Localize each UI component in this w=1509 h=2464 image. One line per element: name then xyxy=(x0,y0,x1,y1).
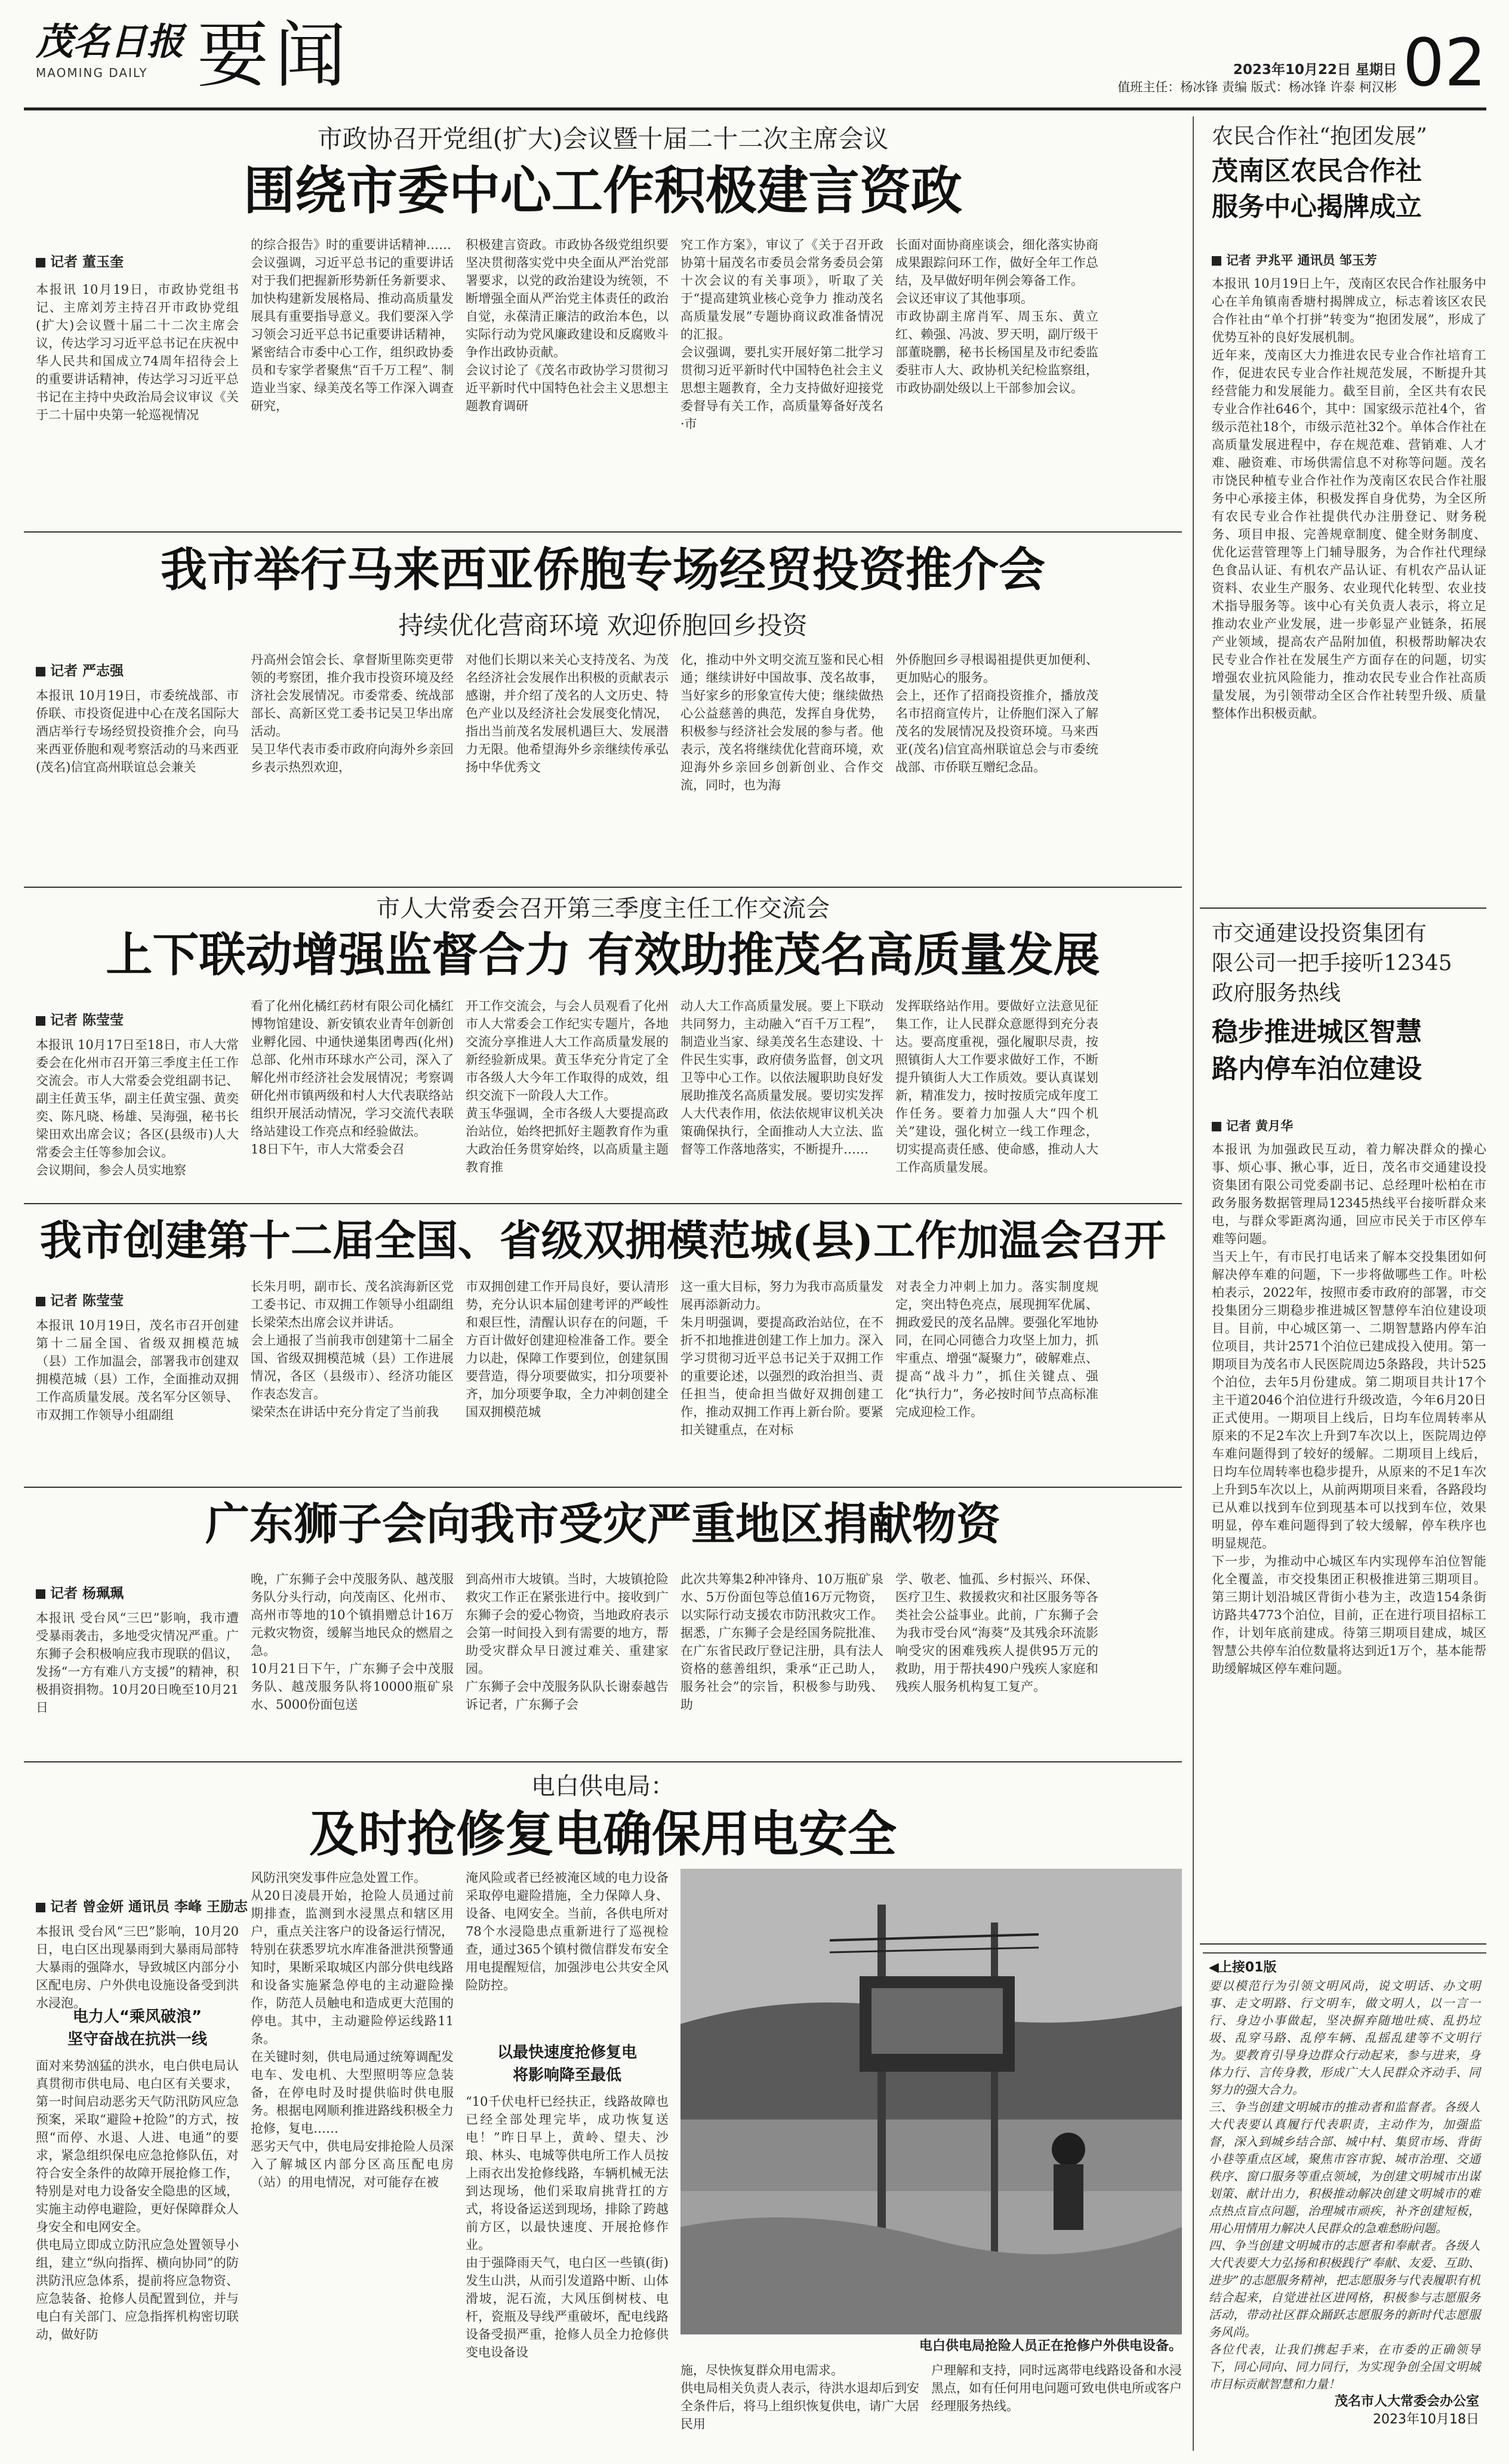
a6-subhead-2: 坚守奋战在抗洪一线 xyxy=(67,2031,207,2048)
masthead-logo xyxy=(36,18,191,90)
a2-byline xyxy=(36,660,124,679)
a4-byline-text: 记者 陈莹莹 xyxy=(50,1293,124,1309)
a5-col-1: 本报讯 受台风“三巴”影响，我市遭受暴雨袭击，多地受灾情况严重。广东狮子会积极响应我市现联的倡议，发扬“一方有难八方支援”的精神，积极捐资捐物。10月20日晚至10月21日 xyxy=(36,1611,239,1715)
byline-marker xyxy=(36,1903,45,1912)
s3-box xyxy=(1203,1952,1486,2448)
a3-col-4: 动人大工作高质量发展。要上下联动共同努力，主动融入“百千万工程”，制造业当家、绿美茂名生态建设、十件民生实事，政府债务监督，创文巩卫等中心工作。以依法履职助良好发展助推茂名高质量发展。要切实发挥人大代表作用，依法依规审议机关决策确保执行，全面推动人大立法、监督等工作落地落实，不断提升…… xyxy=(680,999,883,1156)
a2-subtitle: 持续优化营商环境 欢迎侨胞回乡投资 xyxy=(398,611,808,640)
byline-marker xyxy=(1212,1122,1221,1131)
a4-title: 我市创建第十二届全国、省级双拥模范城(县)工作加温会召开 xyxy=(39,1216,1166,1265)
a4-col-5: 对表全力冲刺上加力。落实制度规定，突出特色亮点，展现拥军优属、拥政爱民的茂名品牌。要强化军地协同，在同心同德合力攻坚上加力，抓牢重点、增强“凝聚力”，破解难点、提高“战斗力”，抓住关键点、强化“执行力”，务必按时间节点高标准完成迎检工作。 xyxy=(895,1279,1098,1419)
a2-rule xyxy=(24,887,1182,888)
a4-col-4: 这一重大目标，努力为我市高质量发展再添新动力。 朱月明强调，要提高政治站位，在不折不扣地推进创建工作上加力。深入学习贯彻习近平总书记关于双拥工作的重要论述，以强烈的政治担当、责任担当，使命担当做好双拥创建工作，推动双拥工作再上新台阶。要紧扣关键重点，在对标 xyxy=(680,1279,883,1437)
byline-marker xyxy=(36,258,45,267)
a6-subhead-3: 以最快速度抢修复电 xyxy=(497,2044,637,2062)
s1-rule xyxy=(1200,908,1486,909)
a1-col-1: 本报讯 10月19日，市政协党组书记、主席刘芳主持召开市政协党组(扩大)会议暨十届二十二次主席会议，传达学习习近平总书记在庆祝中华人民共和国成立74周年招待会上的重要讲话精神，传达学习习近平总书记在主持中央政治局会议审议《关于二十届中央第一轮巡视情况 xyxy=(36,282,239,422)
a5-rule xyxy=(24,1761,1182,1762)
a4-byline xyxy=(36,1290,124,1309)
logo-text: 茂名日报 xyxy=(36,20,184,63)
s1-kicker: 农民合作社“抱团发展” xyxy=(1212,124,1427,149)
a5-col-3: 到高州市大坡镇。当时，大坡镇抢险救灾工作正在紧张进行中。接收到广东狮子会的爱心物资，当地政府表示会第一时间投入到有需要的地方，帮助受灾群众早日渡过难关、重建家园。 广东狮子会中茂服务队队长谢泰越告诉记者，广东狮子会 xyxy=(466,1572,669,1712)
s2-title-1: 稳步推进城区智慧 xyxy=(1212,1017,1422,1047)
a3-title: 上下联动增强监督合力 有效助推茂名高质量发展 xyxy=(106,928,1100,982)
a6-photo xyxy=(680,1869,1182,2334)
a5-byline-text: 记者 杨珮珮 xyxy=(50,1586,124,1601)
a4-col-2: 长朱月明，副市长、茂名滨海新区党工委书记、市双拥工作领导小组副组长梁荣杰出席会议并讲话。 会上通报了当前我市创建第十二届全国、省级双拥模范城（县）工作进展情况，各区（县级市）、经济功能区作表态发言。 梁荣杰在讲话中充分肯定了当前我 xyxy=(251,1279,454,1419)
a3-byline-text: 记者 陈莹莹 xyxy=(50,1013,124,1028)
a6-col4: 施，尽快恢复群众用电需求。 供电局相关负责人表示，待洪水退却后到安全条件后，将马上组织恢复供电，请广大居民用 xyxy=(680,2363,919,2431)
a2-col-2: 丹高州会馆会长、拿督斯里陈奕更带领的考察团，推介我市投资环境及经济社会发展情况。市委常委、统战部部长、高新区党工委书记吴卫华出席活动。 吴卫华代表市委市政府向海外乡亲回乡表示热烈欢迎， xyxy=(251,653,454,774)
a6-col2: 风防汛突发事件应急处置工作。 从20日凌晨开始，抢险人员通过前期排查，监测到水浸黑点和辖区用户，重点关注客户的设备运行情况，特别在获悉罗坑水库准备泄洪预警通知时，果断采取城区内部分供电线路和设备实施紧急停电的主动避险操作，防范人员触电和造成更大范围的停电。其中，主动避险停运线路11条。 在关键时刻，供电局通过统筹调配发电车、发电机、大型照明等应急装备，在停电时及时提供临时供电服务。根据电网顺利推进路线积极全力抢修，复电…… 恶劣天气中，供电局安排抢险人员深入了解城区内部分区高压配电房（站）的用电情况，对可能存在被 xyxy=(251,1871,454,2189)
s1-title-2: 服务中心揭牌成立 xyxy=(1212,192,1422,222)
a2-col-5: 外侨胞回乡寻根谒祖提供更加便利、更加贴心的服务。 会上，还作了招商投资推介，播放茂名市招商宣传片，让侨胞们深入了解茂名的发展情况及投资环境。马来西亚(茂名)信宜高州联谊总会与市委统战部、市侨联互赠纪念品。 xyxy=(895,653,1098,774)
photo-illustration xyxy=(680,1869,1182,2334)
s2-kicker-3: 政府服务热线 xyxy=(1212,981,1341,1005)
page-number: 02 xyxy=(1403,24,1486,101)
a3-col-3: 开工作交流会，与会人员观看了化州市人大常委会工作纪实专题片，各地交流分享推进人大工作高质量发展的新经验新成果。黄玉华充分肯定了全市各级人大今年工作取得的成效，组织交流下一阶段人大工作。 黄玉华强调，全市各级人大要提高政治站位，始终把抓好主题教育作为重大政治任务贯穿始终，以高质量主题教育推 xyxy=(466,999,669,1174)
byline-marker xyxy=(36,1589,45,1599)
a1-col-4: 究工作方案》，审议了《关于召开政协第十届茂名市委员会常务委员会第十次会议的有关事项》，听取了关于“提高建筑业核心竞争力 推动茂名高质量发展”专题协商议政准备情况的汇报。 会议强调，要扎实开展好第二批学习贯彻习近平新时代中国特色社会主义思想主题教育，全力支持做好迎接党委督导有关工作，高质量筹备好茂名·市 xyxy=(680,238,883,431)
a3-byline xyxy=(36,1009,124,1029)
a1-col-5: 长面对面协商座谈会，细化落实协商成果跟踪问环工作，做好全年工作总结，及早做好明年例会筹备工作。 会议还审议了其他事项。 市政协副主席肖军、周玉东、黄立红、赖强、冯波、罗天明，副厅级干部董晓鹏，秘书长杨国星及市纪委监委驻市人大、政协机关纪检监察组，市政协副处级以上干部参加会议。 xyxy=(895,238,1098,395)
a4-col-1: 本报讯 10月19日，茂名市召开创建第十二届全国、省级双拥模范城（县）工作加温会，部署我市创建双拥模范城（县）工作，全面推动双拥工作高质量发展。茂名军分区领导、市双拥工作领导小组副组 xyxy=(36,1318,239,1422)
a3-col-1: 本报讯 10月17日至18日，市人大常委会在化州市召开第三季度主任工作交流会。市人大常委会党组副书记、副主任黄玉华，副主任黄宝强、黄奕奕、陈凡晓、杨雄、吴海强，秘书长梁田欢出席会议；各区(县级市)人大常委会主任等参加会议。 会议期间，参会人员实地察 xyxy=(36,1038,239,1177)
a3-col-5: 发挥联络站作用。要做好立法意见征集工作，让人民群众意愿得到充分表达。要高度重视，强化履职尽责，按照镇街人大工作要求做好工作，不断提升镇街人大工作质效。要认真谋划新，精准发力，按时按质完成年度工作任务。要着力加强人大“四个机关”建设，强化树立一线工作理念，切实提高责任感、使命感，推动人大工作高质量发展。 xyxy=(895,999,1098,1174)
a2-byline-text: 记者 严志强 xyxy=(50,663,124,679)
a1-byline-text: 记者 董玉奎 xyxy=(50,254,124,270)
byline-marker xyxy=(1212,256,1221,266)
s2-kicker-1: 市交通建设投资集团有 xyxy=(1212,921,1427,946)
editor-line: 值班主任：杨冰锋 责编 版式：杨冰锋 许泰 柯汉彬 xyxy=(1117,80,1397,94)
a6-byline-text: 记者 曾金妍 通讯员 李峰 王励志 xyxy=(50,1899,248,1915)
a1-col-2: 的综合报告》时的重要讲话精神…… 会议强调，习近平总书记的重要讲话对于我们把握新形势新任务新要求、加快构建新发展格局、推动高质量发展具有重要指导意义。我们要深入学习领会习近平总书记重要讲话精神，紧密结合市委中心工作，组织政协委员和专家学者聚焦“百千万工程”、制造业当家、绿美茂名等工作深入调查研究， xyxy=(251,238,454,413)
a6-col3a: 淹风险或者已经被淹区域的电力设备采取停电避险措施，全力保障人身、设备、电网安全。当前，各供电所对78个水浸隐患点重新进行了巡视检查，通过365个镇村微信群发布安全用电提醒短信，加强涉电公共安全风险防控。 xyxy=(466,1871,669,1992)
a5-byline xyxy=(36,1582,124,1602)
s2-title-2: 路内停车泊位建设 xyxy=(1212,1054,1422,1084)
byline-marker xyxy=(36,1016,45,1026)
a1-kicker: 市政协召开党组(扩大)会议暨十届二十二次主席会议 xyxy=(317,124,889,153)
a1-rule xyxy=(24,531,1182,533)
s2-byline xyxy=(1212,1116,1293,1134)
a4-col-3: 市双拥创建工作开局良好，要认清形势，充分认识本届创建考评的严峻性和艰巨性，清醒认识存在的问题，千方百计做好创建迎检准备工作。要全力以赴，保障工作要到位，创建氛围要营造，得分项要做实，扣分项要补齐，加分项要争取，全力冲刺创建全国双拥模范城 xyxy=(466,1279,669,1419)
s2-byline-text: 记者 黄月华 xyxy=(1226,1119,1294,1133)
a6-col1a: 本报讯 受台风“三巴”影响，10月20日，电白区出现暴雨到大暴雨局部特大暴雨的强降水，导致城区内部分小区配电房、户外供电设施设备受到洪水浸泡。 xyxy=(36,1924,239,2010)
s1-body: 本报讯 10月19日上午，茂南区农民合作社服务中心在羊角镇南香塘村揭牌成立，标志着该区农民合作社由“单个打拼”转变为“抱团发展”，形成了优势互补的良好发展机制。 近年来，茂南区大力推进农民专业合作社培育工作，促进农民专业合作社规范发展，不断提升其经营能力和发展能力。截至目前，全区共有农民专业合作社646个，其中：国家级示范社4个，省级示范社18个，市级示范社32个。单体合作社在高质量发展进程中，存在规范难、营销难、人才难、融资难、市场供需信息不对称等问题。茂名市饶民种植专业合作社作为茂南区农民合作社服务中心承接主体，积极发挥自身优势，为全区所有农民专业合作社提供代办注册登记、财务税务、项目申报、完善规章制度、健全财务制度、优化运营管理等上门辅导服务，为合作社代理绿色食品认证、有机农产品认证、有机农产品认证资料、农业生产服务、农业现代化转型、农业技术指导服务等。该中心有关负责人表示，将立足推动农业产业发展，进一步彰显产业链条，拓展产业领域，提高农产品附加值，积极帮助解决农民专业合作社在发展生产方面存在的问题，切实增强农业抗风险能力，推动农民专业合作社高质量发展，为引领带动全区合作社转型升级、质量整体作出积极贡献。 xyxy=(1212,276,1486,721)
s2-rule xyxy=(1200,1943,1486,1945)
a6-subhead-4: 将影响降至最低 xyxy=(512,2066,621,2084)
a2-col-4: 化，推动中外文明交流互鉴和民心相通；继续讲好中国故事、茂名故事，当好家乡的形象宣传大使；继续做热心公益慈善的典范，发挥自身优势，积极参与经济社会发展的参与者。他表示，茂名将继续优化营商环境，欢迎海外乡亲回乡创新创业、合作交流，同时，也为海 xyxy=(680,653,883,792)
a2-col-3: 对他们长期以来关心支持茂名、为茂名经济社会发展作出积极的贡献表示感谢，并介绍了茂名的人文历史、特色产业以及经济社会发展变化情况，指出当前茂名发展机遇巨大、发展潜力无限。他希望海外乡亲继续传承弘扬中华优秀文 xyxy=(466,653,669,774)
a3-rule xyxy=(24,1203,1182,1204)
a3-col-2: 看了化州化橘红药材有限公司化橘红博物馆建设、新安镇农业青年创新创业孵化园、中通快递集团粤西(化州)总部、化州市环球水产公司，深入了解化州市经济社会发展情况；考察调研化州市镇两级和村人大代表联络站组织开展活动情况，学习交流代表联络站建设工作亮点和经验做法。 18日下午，市人大常委会召 xyxy=(251,999,454,1156)
s1-byline-text: 记者 尹兆平 通讯员 邹玉芳 xyxy=(1226,253,1377,267)
s2-kicker-2: 限公司一把手接听12345 xyxy=(1212,951,1452,976)
section-title: 要闻 xyxy=(197,14,352,97)
a5-col-4: 此次共筹集2种冲锋舟、10万瓶矿泉水、5万份面包等总值16万元物资，以实际行动支援农市防汛救灾工作。据悉，广东狮子会是经国务院批准、在广东省民政厅登记注册，具有法人资格的慈善组织，秉承“正己助人，服务社会”的宗旨，积极参与助残、助 xyxy=(680,1572,883,1712)
byline-marker xyxy=(36,1297,45,1306)
byline-marker xyxy=(36,667,45,676)
a6-title: 及时抢修复电确保用电安全 xyxy=(309,1805,897,1863)
s1-byline xyxy=(1212,251,1377,269)
s2-body: 本报讯 为加强政民互动，着力解决群众的操心事、烦心事、揪心事，近日，茂名市交通建设投资集团有限公司党委副书记、总经理叶松柏在市政务服务数据管理局12345热线平台接听群众来电，与群众零距离沟通，回应市民关于市区停车难等问题。 当天上午，有市民打电话来了解本交投集团如何解决停车难的问题，下一步将做哪些工作。叶松柏表示，2022年，按照市委市政府的部署，市交投集团分三期稳步推进城区智慧停车泊位建设项目。目前，中心城区第一、二期智慧路内停车泊位项目，共计2571个泊位已建成投入使用。第一期项目为茂名市人民医院周边5条路段，共计525个泊位，去年5月份建成。第二期项目共计17个主干道2046个泊位进行升级改造，今年6月20日正式使用。一期项目上线后，日均车位周转率从原来的不足2车次上升到7车次以上，医院周边停车难问题得到了较好的缓解。二期项目上线后，日均车位周转率也稳步提升，从原来的不足1车次上升到5车次以上，从前两期项目来看，各路段均已从难以找到车位到现基本可以找到车位，效果明显，停车难问题得到了较大缓解，停车秩序也明显规范。 下一步，为推动中心城区车内实现停车泊位智能化全覆盖，市交投集团正积极推进第三期项目。第三期计划沿城区背街小巷为主，改造154条街访路共4773个泊位，目前，正在进行项目招标工作，计划年底前建成。待第三期项目建成，城区智慧公共停车泊位数量将达到近1万个，基本能帮助缓解城区停车难问题。 xyxy=(1212,1142,1486,1676)
a6-kicker: 电白供电局： xyxy=(531,1773,675,1800)
s3-lead: ◀上接01版 xyxy=(1209,1960,1277,1975)
s3-sign: 茂名市人大常委会办公室 xyxy=(1334,2394,1479,2409)
column-divider xyxy=(1193,116,1194,2451)
a5-title: 广东狮子会向我市受灾严重地区捐献物资 xyxy=(205,1499,1000,1550)
a5-col-2: 晚，广东狮子会中茂服务队、越茂服务队分头行动，向茂南区、化州市、高州市等地的10个镇捐赠总计16万元救灾物资，缓解当地民众的燃眉之急。 10月21日下午，广东狮子会中茂服务队、越茂服务队将10000瓶矿泉水、5000份面包送 xyxy=(251,1572,454,1712)
date-line: 2023年10月22日 星期日 xyxy=(1233,62,1397,78)
logo-en: MAOMING DAILY xyxy=(36,66,148,80)
a6-subhead-1: 电力人“乘风破浪” xyxy=(72,2008,202,2026)
a3-kicker: 市人大常委会召开第三季度主任工作交流会 xyxy=(376,895,830,922)
a2-title: 我市举行马来西亚侨胞专场经贸投资推介会 xyxy=(160,543,1045,597)
s3-body: 要以模范行为引领文明风尚，说文明话、办文明事、走文明路、行文明车，做文明人，以一言一行、身边小事做起，坚决摒弃随地吐痰、乱扔垃圾、乱穿马路、乱停车辆、乱摇乱建等不文明行为。要教育引导身边群众行动起来，参与进来，身体力行、言传身教，形成广大人民群众齐动手、同努力的强大合力。 三、争当创建文明城市的推动者和监督者。各级人大代表要认真履行代表职责，主动作为，加强监督，深入到城乡结合部、城中村、集贸市场、背街小巷等重点区域，聚焦市容市貌、城市治理、交通秩序、窗口服务等重点领域，为创建文明城市出谋划策、献计出力，积极推动解决创建文明城市的难点热点盲点问题，治理城市顽疾，补齐创建短板，用心用情用力解决人民群众的急难愁盼问题。 四、争当创建文明城市的志愿者和奉献者。各级人大代表要大力弘扬和积极践行“奉献、友爱、互助、进步”的志愿服务精神，把志愿服务与代表履职有机结合起来，自觉进社区进网格，积极参与志愿服务活动，带动社区群众踊跃志愿服务的新时代志愿服务风尚。 各位代表，让我们携起手来，在市委的正确领导下，同心同向、同力同行，为实现争创全国文明城市目标贡献智慧和力量！ xyxy=(1209,1979,1480,2391)
a1-title: 围绕市委中心工作积极建言资政 xyxy=(244,161,962,221)
a6-byline xyxy=(36,1896,248,1915)
s3-sign-date: 2023年10月18日 xyxy=(1373,2412,1479,2427)
a6-col5: 户理解和支持，同时远离带电线路设备和水浸黑点，如有任何用电问题可致电供电所或客户经理服务热线。 xyxy=(931,2363,1182,2413)
a2-col-1: 本报讯 10月19日，市委统战部、市侨联、市投资促进中心在茂名国际大酒店举行专场经贸投资推介会，向马来西亚侨胞和观考察活动的马来西亚(茂名)信宜高州联谊总会兼关 xyxy=(36,688,239,774)
a4-rule xyxy=(24,1487,1182,1488)
a6-col1b: 面对来势汹猛的洪水，电白供电局认真贯彻市供电局、电白区有关要求，第一时间启动恶劣天气防汛防风应急预案，采取“避险+抢险”的方式，按照“而停、水退、人进、电通”的要求，紧急组织保电应急抢修队伍，对符合安全条件的故障开展抢修工作，特别是对电力设备安全隐患的区域，实施主动停电避险，更好保障群众人身安全和电网安全。 供电局立即成立防汛应急处置领导小组，建立“纵向指挥、横向协同”的防洪防汛应急体系，提前将应急物资、应急装备、抢修人员配置到位，并与电白有关部门、应急指挥机构密切联动，做好防 xyxy=(36,2059,239,2342)
a1-byline xyxy=(36,251,124,270)
a5-col-5: 学、敬老、恤孤、乡村振兴、环保、医疗卫生、救援救灾和社区服务等各类社会公益事业。此前，广东狮子会为我市受台风“海葵”及其残余环流影响受灾的困难残疾人提供95万元的救助，用于帮扶490户残疾人家庭和残疾人服务机构复工复产。 xyxy=(895,1572,1098,1694)
a6-photo-caption: 电白供电局抢险人员正在抢修户外供电设备。 xyxy=(919,2339,1182,2354)
a6-col3b: “10千伏电杆已经扶正，线路故障也已经全部处理完毕，成功恢复送电！”昨日早上，黄岭、望夫、沙琅、林头、电城等供电所工作人员按上雨衣出发抢修线路，车辆机械无法到达现场，他们采取肩挑背扛的方式，将设备运送到现场，排除了跨越前方区，以最快速度、开展抢修作业。 由于强降雨天气，电白区一些镇(街)发生山洪，从而引发道路中断、山体滑坡，泥石流，大风压倒树枝、电杆，瓷瓶及导线严重破坏，配电线路设备受损严重，抢修人员全力抢修供变电设备设 xyxy=(466,2094,669,2360)
s1-title-1: 茂南区农民合作社 xyxy=(1212,156,1422,186)
a1-col-3: 积极建言资政。市政协各级党组织要坚决贯彻落实党中央全面从严治党部署要求，以党的政治建设为统领，不断增强全面从严治党主体责任的政治自觉，永葆清正廉洁的政治本色，以实际行动为党风廉政建设和反腐败斗争作出政协贡献。 会议讨论了《茂名市政协学习贯彻习近平新时代中国特色社会主义思想主题教育调研 xyxy=(466,238,669,413)
masthead-rule xyxy=(24,107,1486,110)
